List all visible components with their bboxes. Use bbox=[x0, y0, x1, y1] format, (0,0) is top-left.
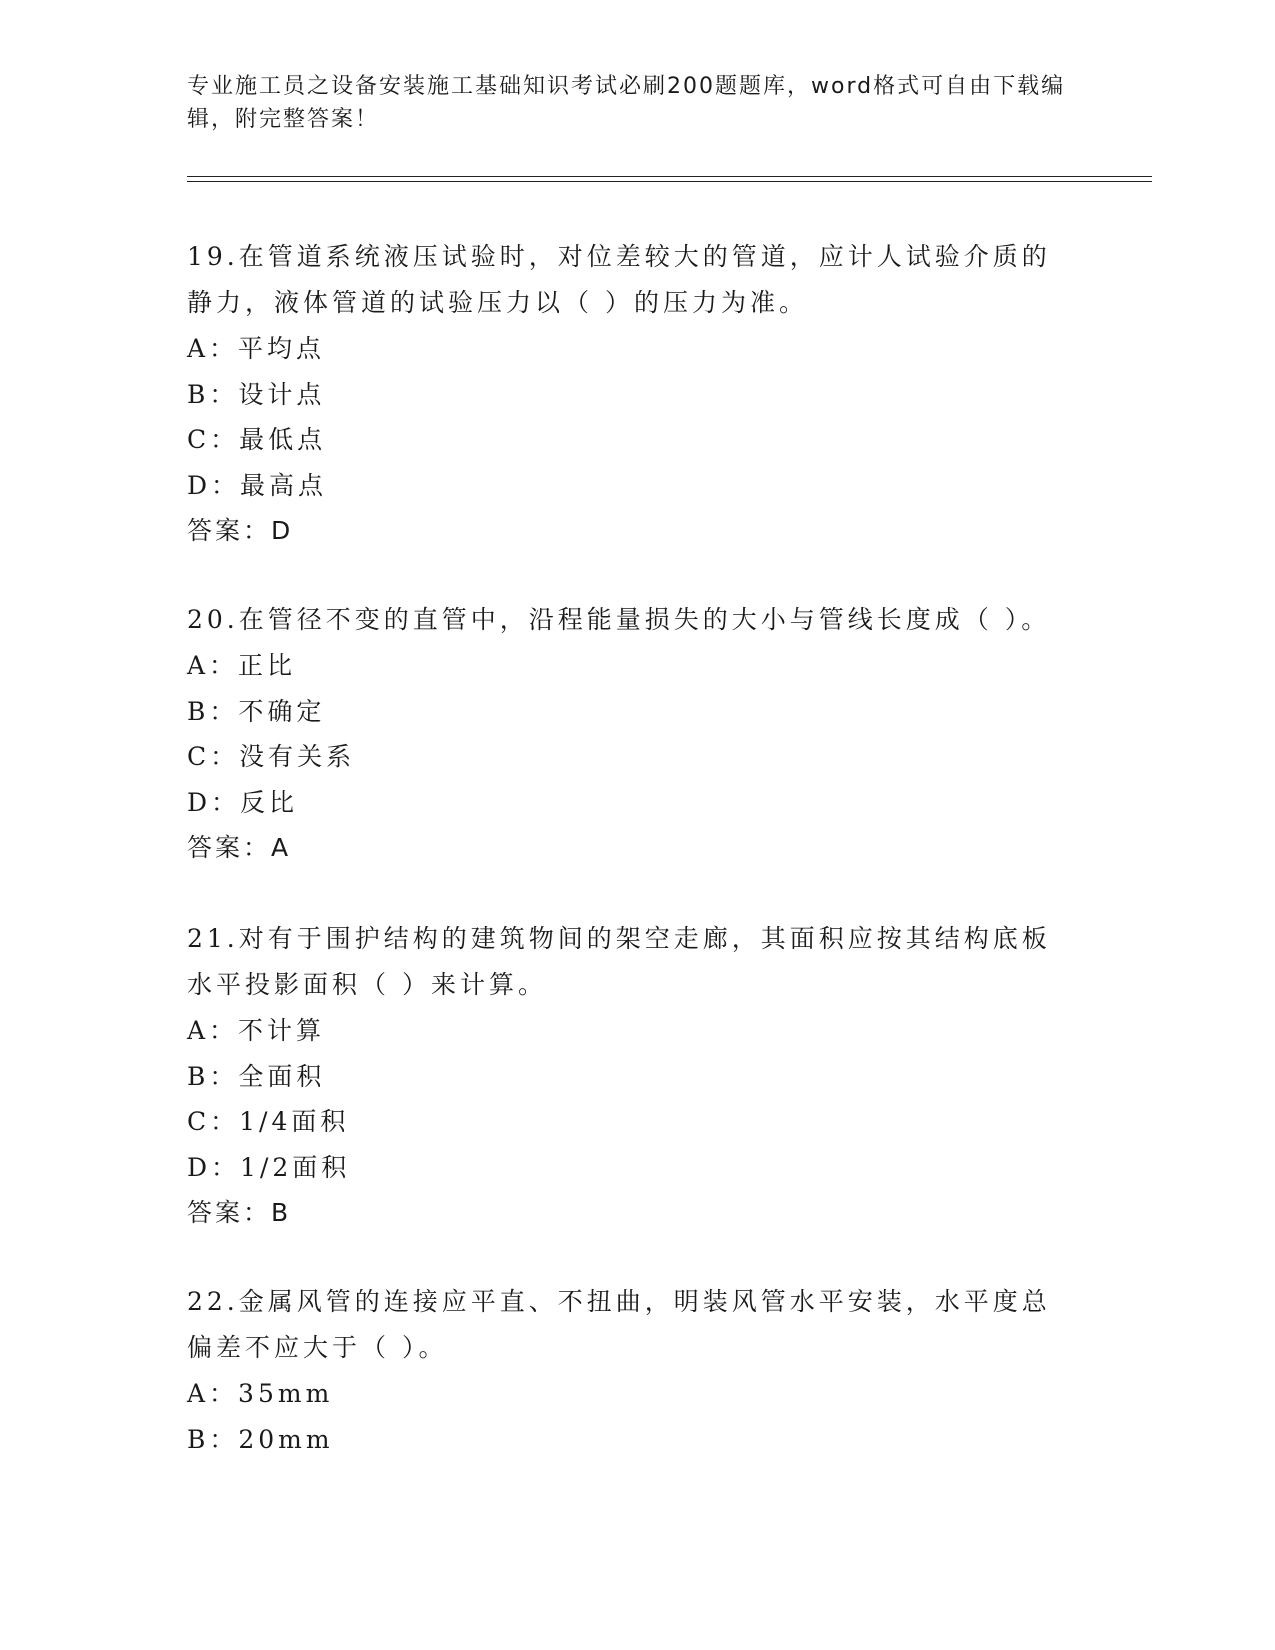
question-stem: 19.在管道系统液压试验时，对位差较大的管道，应计人试验介质的静力，液体管道的试验压力以（ ）的压力为准。 bbox=[187, 242, 1051, 317]
question-stem: 21.对有于围护结构的建筑物间的架空走廊，其面积应按其结构底板水平投影面积（ ）来计算。 bbox=[187, 924, 1051, 999]
option-d: D：最高点 bbox=[187, 470, 328, 500]
option-d: D：1/2面积 bbox=[187, 1152, 351, 1182]
option-b: B：20mm bbox=[187, 1424, 334, 1454]
question-21 bbox=[187, 916, 1067, 1236]
option-a: A：正比 bbox=[187, 651, 297, 680]
option-b: B：不确定 bbox=[187, 696, 326, 726]
question-stem: 22.金属风管的连接应平直、不扭曲，明装风管水平安装，水平度总偏差不应大于（ ）。 bbox=[187, 1287, 1051, 1362]
option-a: A：平均点 bbox=[187, 334, 326, 363]
option-c: C：没有关系 bbox=[187, 742, 356, 771]
document-header: 专业施工员之设备安装施工基础知识考试必刷200题题库，word格式可自由下载编辑，附完整答案！ bbox=[187, 74, 1066, 132]
option-d: D：反比 bbox=[187, 787, 299, 817]
option-b: B：全面积 bbox=[187, 1061, 326, 1091]
question-stem: 20.在管径不变的直管中，沿程能量损失的大小与管线长度成（ ）。 bbox=[187, 605, 1051, 634]
option-a: A：不计算 bbox=[187, 1016, 326, 1045]
option-c: C：1/4面积 bbox=[187, 1107, 350, 1136]
header-divider-bottom bbox=[187, 181, 1152, 182]
option-a: A：35mm bbox=[187, 1379, 334, 1408]
question-20 bbox=[187, 597, 1067, 871]
option-b: B：设计点 bbox=[187, 379, 326, 409]
question-19 bbox=[187, 234, 1067, 554]
answer: 答案：B bbox=[187, 1198, 292, 1227]
option-c: C：最低点 bbox=[187, 425, 327, 454]
answer: 答案：D bbox=[187, 516, 294, 545]
header-divider-top bbox=[187, 176, 1152, 177]
answer: 答案：A bbox=[187, 833, 292, 862]
question-22 bbox=[187, 1279, 1067, 1462]
